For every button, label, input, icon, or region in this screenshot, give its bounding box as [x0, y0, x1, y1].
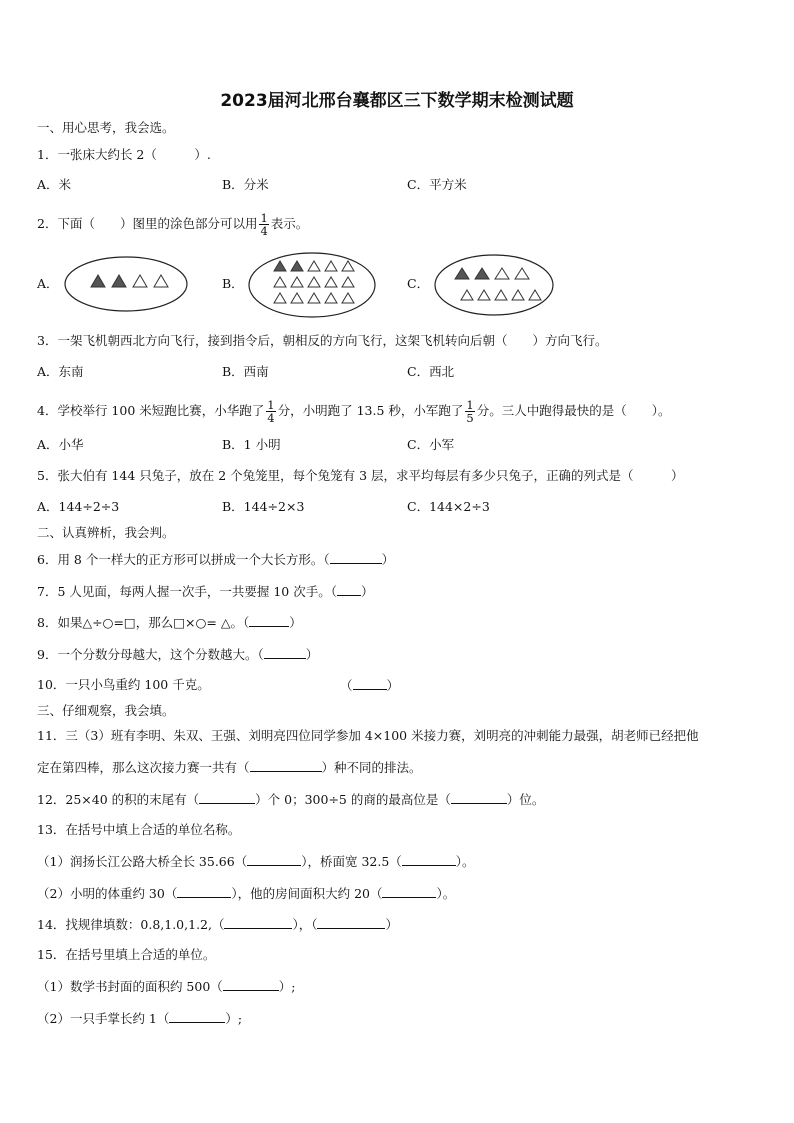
q5-option-b: B．144÷2×3: [222, 499, 305, 514]
q2-fraction: [259, 212, 268, 237]
q13-s2-text-a: （2）小明的体重约 30（: [37, 886, 178, 901]
q4-fraction-2: [465, 399, 474, 424]
question-8: [37, 614, 302, 631]
q4-option-a: A．小华: [37, 437, 84, 452]
triangle-shaded: [91, 275, 105, 287]
q8-close: ）: [289, 615, 302, 630]
q15-s1-text-a: （1）数学书封面的面积约 500（: [37, 979, 223, 994]
section-heading-2: 二、认真辨析，我会判。: [37, 525, 175, 540]
question-12: [37, 791, 544, 808]
q15-s2-text-a: （2）一只手掌长约 1（: [37, 1011, 170, 1026]
q15-s2-text-b: ）;: [225, 1011, 243, 1026]
triangle-empty: [154, 275, 168, 287]
question-15-part-1: [37, 978, 296, 995]
question-13-part-1: [37, 853, 475, 870]
q1-option-c: C．平方米: [407, 177, 467, 192]
q4-text-mid: 分，小明跑了 13.5 秒，小军跑了: [277, 403, 464, 418]
q4-fraction-1: [266, 399, 275, 424]
q2-option-b-label: B．: [222, 276, 244, 291]
q4-frac1-den: 4: [267, 411, 275, 425]
q15-s2-blank[interactable]: [169, 1010, 225, 1023]
q1-option-b: B．分米: [222, 177, 269, 192]
page-title: 2023届河北邢台襄都区三下数学期末检测试题: [220, 91, 574, 111]
q2-option-c-label: C．: [407, 276, 430, 291]
q9-answer-blank[interactable]: [264, 646, 306, 659]
q2-figure-b: [246, 250, 378, 320]
q13-s2-text-c: ）。: [436, 886, 456, 901]
question-2: [37, 212, 308, 237]
q14-answer-blank-2[interactable]: [317, 916, 385, 929]
question-4: [37, 399, 670, 424]
q2-frac-den: 4: [260, 224, 268, 238]
q7-answer-blank[interactable]: [337, 583, 361, 596]
q5-option-c: C．144×2÷3: [407, 499, 490, 514]
question-11-line-1: 11．三（3）班有李明、朱双、王强、刘明亮四位同学参加 4×100 米接力赛，刘明亮的冲刺能力最强，胡老师已经把他: [37, 728, 699, 743]
question-5: 5．张大伯有 144 只兔子，放在 2 个兔笼里，每个兔笼有 3 层，求平均每层有多少只兔子，正确的列式是（ ）: [37, 468, 684, 483]
triangle-shaded: [112, 275, 126, 287]
q11-answer-blank[interactable]: [250, 759, 322, 772]
q10-open: （: [340, 678, 353, 693]
q13-s2-text-b: ），他的房间面积大约 20（: [231, 886, 383, 901]
question-3: 3．一架飞机朝西北方向飞行，接到指令后，朝相反的方向飞行，这架飞机转向后朝（ ）方向飞行。: [37, 333, 608, 348]
section-heading-1: 一、用心思考，我会选。: [37, 120, 175, 135]
q12-text-b: ）个 0；300÷5 的商的最高位是（: [255, 792, 451, 807]
q13-s1-blank-1[interactable]: [247, 853, 301, 866]
q8-answer-blank[interactable]: [249, 614, 289, 627]
q3-option-c: C．西北: [407, 364, 455, 379]
q4-text-pre: 4．学校举行 100 米短跑比赛，小华跑了: [37, 403, 265, 418]
q14-text-a: 14．找规律填数：0.8,1.0,1.2,（: [37, 917, 225, 932]
question-10: 10．一只小鸟重约 100 千克。: [37, 677, 210, 692]
q13-s2-blank-2[interactable]: [382, 885, 436, 898]
q1-option-a: A．米: [37, 177, 72, 192]
q4-frac1-num: 1: [267, 398, 275, 412]
q13-s1-text-c: ）。: [455, 854, 475, 869]
triangle-empty: [133, 275, 147, 287]
section-heading-3: 三、仔细观察，我会填。: [37, 703, 175, 718]
q7-close: ）: [360, 584, 374, 599]
q6-answer-blank[interactable]: [330, 551, 382, 564]
q10-answer-blank[interactable]: [353, 677, 387, 690]
q12-text-c: ）位。: [506, 792, 545, 807]
question-15-part-2: [37, 1010, 242, 1027]
question-14: [37, 916, 398, 933]
question-11-line-2: [37, 759, 422, 776]
q9-text: 9．一个分数分母越大，这个分数越大。（: [37, 647, 264, 662]
q14-answer-blank-1[interactable]: [224, 916, 292, 929]
q2-figure-c: [432, 252, 556, 318]
q12-text-a: 12．25×40 的积的末尾有（: [37, 792, 200, 807]
q10-close: ）: [386, 678, 400, 693]
q2-frac-num: 1: [260, 211, 268, 225]
q12-answer-blank-2[interactable]: [451, 791, 507, 804]
q3-option-a: A．东南: [37, 364, 84, 379]
question-13-part-2: [37, 885, 455, 902]
question-6: [37, 551, 394, 568]
q4-frac2-num: 1: [466, 398, 474, 412]
q2-option-a-label: A．: [37, 276, 59, 291]
q7-text: 7．5 人见面，每两人握一次手，一共要握 10 次手。（: [37, 584, 337, 599]
q15-s1-blank[interactable]: [223, 978, 279, 991]
q3-option-b: B．西南: [222, 364, 269, 379]
q2-text-pre: 2．下面（ ）图里的涂色部分可以用: [37, 216, 258, 231]
q9-close: ）: [305, 647, 319, 662]
q11-text-post: ）种不同的排法。: [321, 760, 422, 775]
question-7: [37, 583, 374, 600]
q2-figure-a: [62, 254, 190, 314]
question-9: [37, 646, 318, 663]
q14-text-c: ）: [385, 917, 398, 932]
q6-text: 6．用 8 个一样大的正方形可以拼成一个大长方形。（: [37, 552, 330, 567]
q4-frac2-den: 5: [466, 411, 474, 425]
q11-text-pre: 定在第四棒，那么这次接力赛一共有（: [37, 760, 250, 775]
q8-text: 8．如果△÷○=□，那么□×○= △。（: [37, 615, 250, 630]
q6-close: ）: [381, 552, 395, 567]
q4-option-b: B．1 小明: [222, 437, 281, 452]
q15-s1-text-b: ）;: [278, 979, 296, 994]
question-13: 13．在括号中填上合适的单位名称。: [37, 822, 241, 837]
q4-option-c: C．小军: [407, 437, 455, 452]
q13-s1-text-b: ），桥面宽 32.5（: [301, 854, 402, 869]
q12-answer-blank-1[interactable]: [199, 791, 255, 804]
question-15: 15．在括号里填上合适的单位。: [37, 947, 216, 962]
question-1: 1．一张床大约长 2（ ）.: [37, 147, 211, 162]
q14-text-b: ），（: [292, 917, 318, 932]
q13-s1-blank-2[interactable]: [402, 853, 456, 866]
q5-option-a: A．144÷2÷3: [37, 499, 120, 514]
q2-text-post: 表示。: [270, 216, 309, 231]
q13-s1-text-a: （1）润扬长江公路大桥全长 35.66（: [37, 854, 248, 869]
q4-text-post: 分。三人中跑得最快的是（ ）。: [476, 403, 671, 418]
q13-s2-blank-1[interactable]: [177, 885, 231, 898]
q10-answer: [340, 677, 399, 694]
